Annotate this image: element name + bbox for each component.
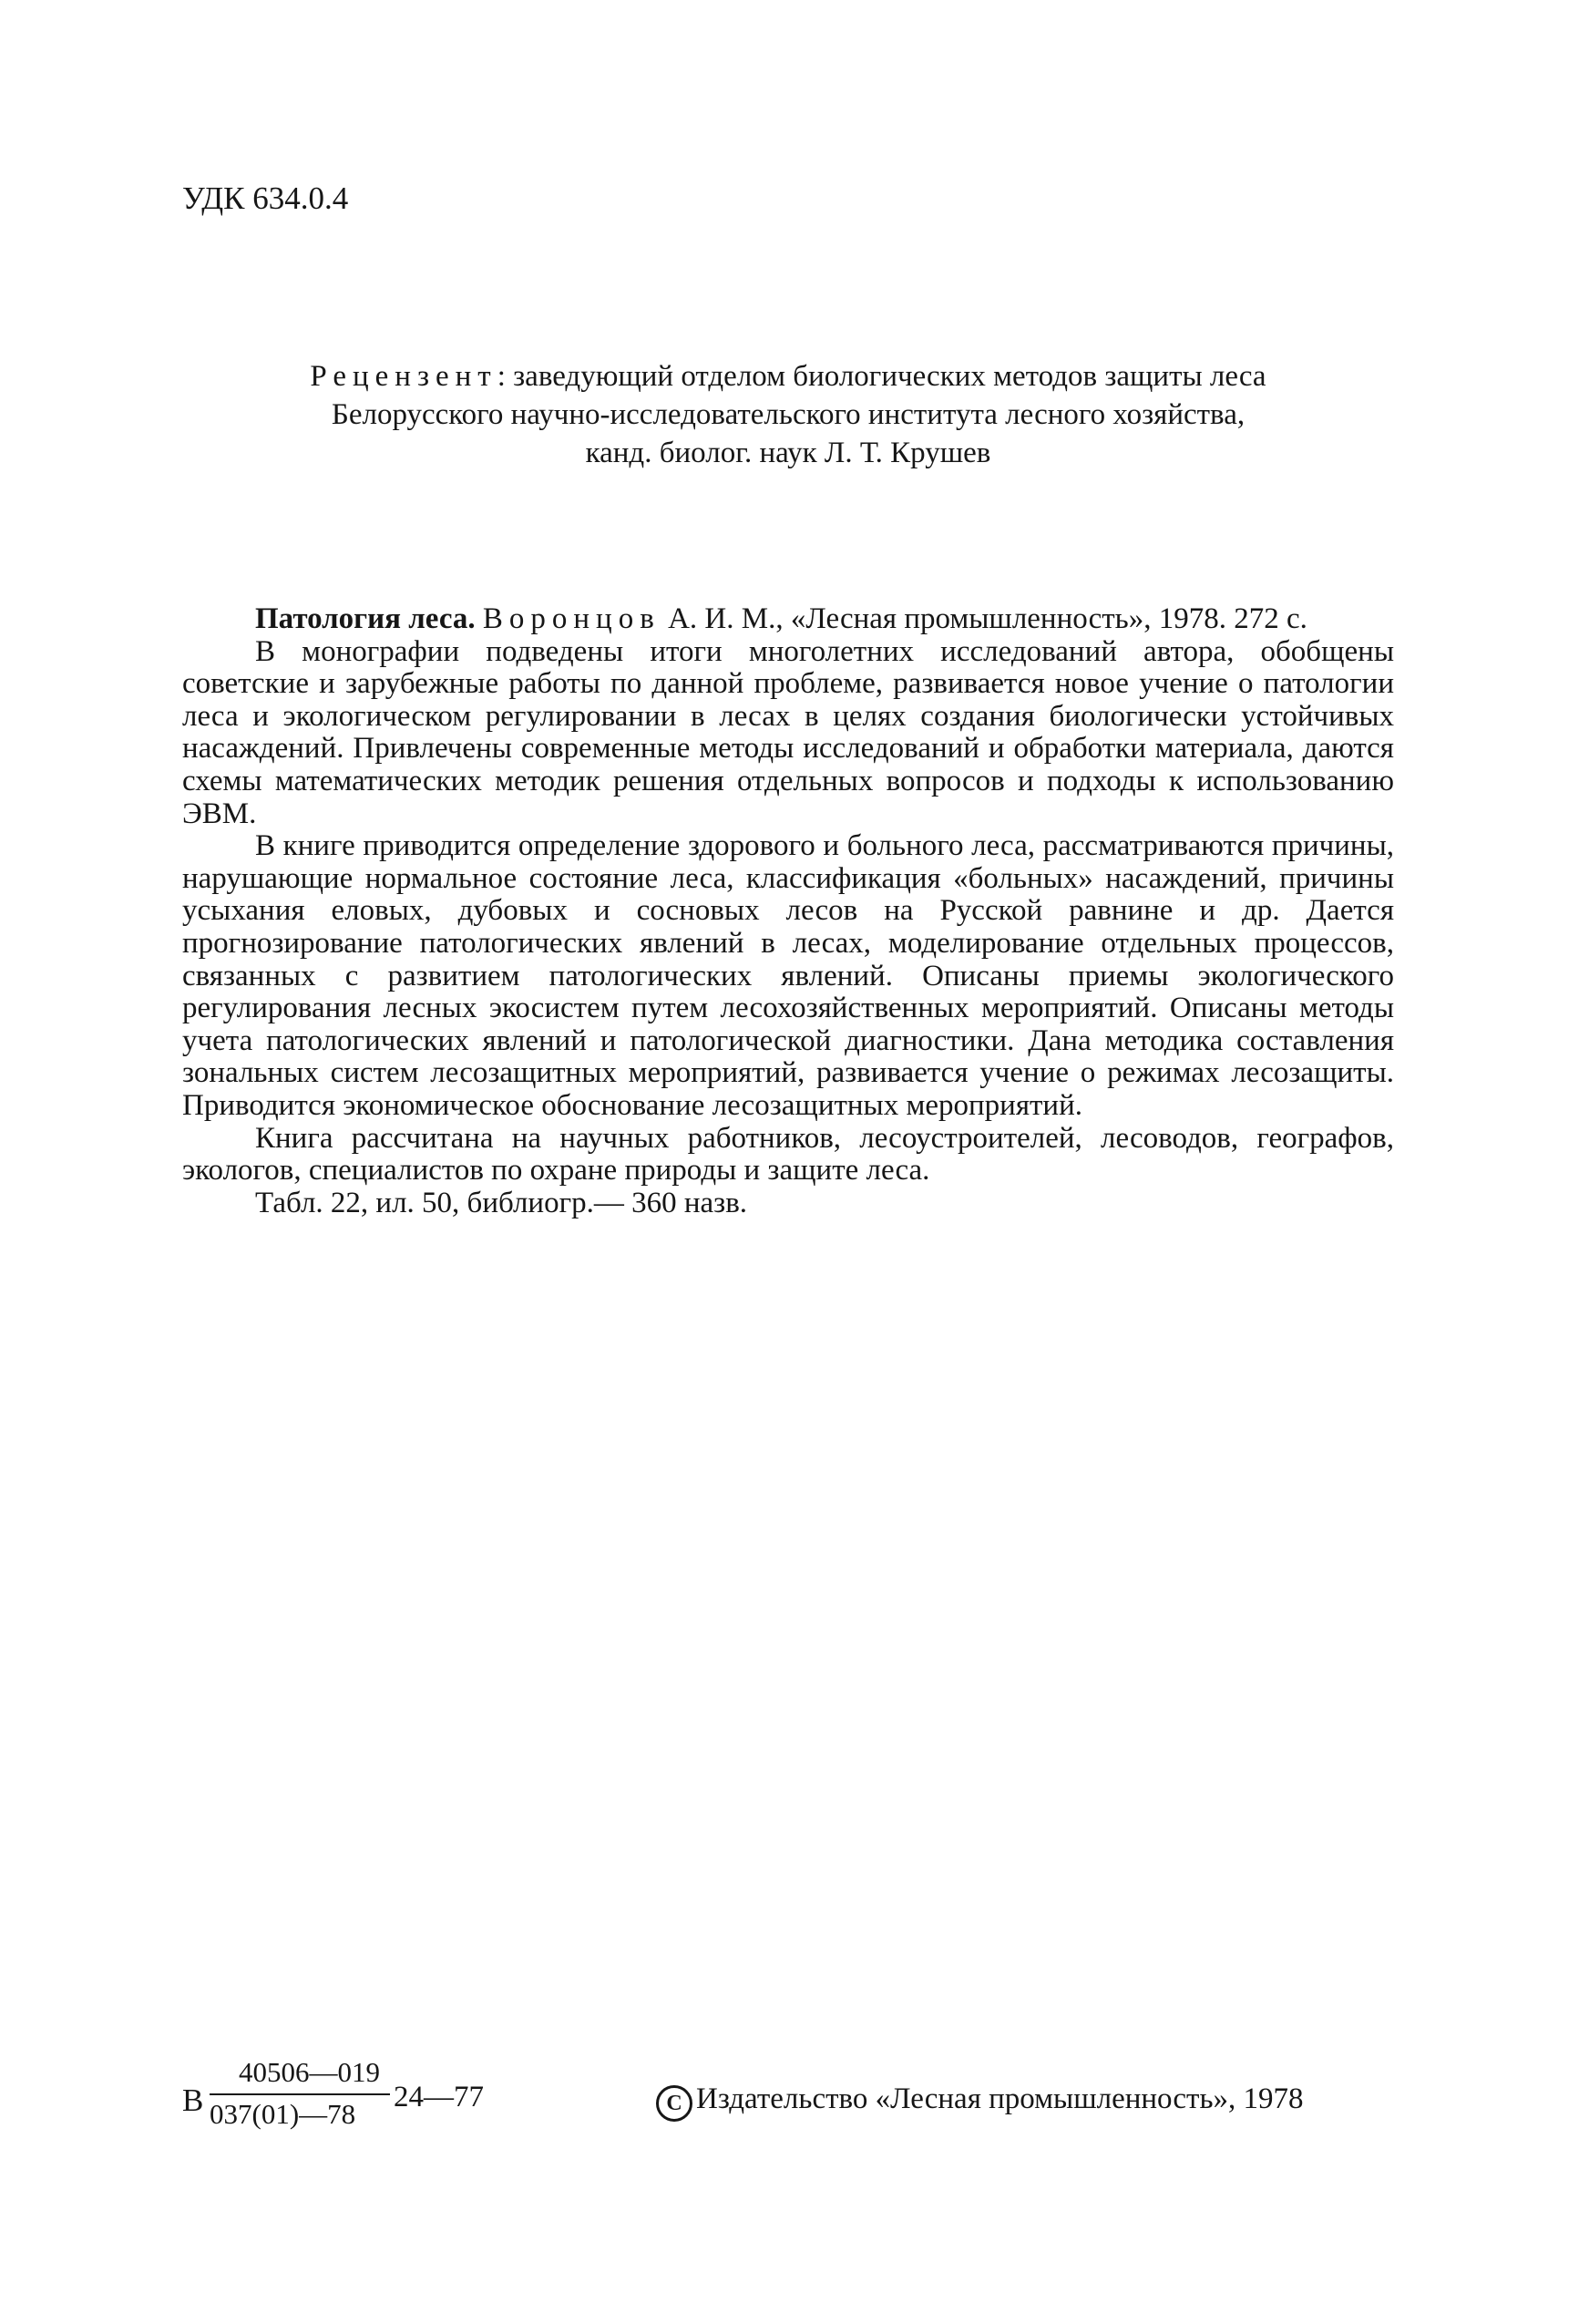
reviewer-line-2: Белорусского научно-исследовательского института лесного хозяйства, — [331, 398, 1246, 431]
reviewer-line-3: канд. биолог. наук Л. Т. Крушев — [585, 437, 991, 469]
reviewer-position: : заведующий отделом биологических методов защиты леса — [497, 360, 1266, 393]
copyright-notice — [656, 2082, 1304, 2122]
reviewer-line-1 — [182, 357, 1394, 396]
book-title: Патология леса. — [255, 602, 476, 635]
fraction-bar — [210, 2093, 390, 2095]
reviewer-label: Рецензент — [310, 360, 497, 393]
catalog-code-suffix: 24—77 — [394, 2081, 484, 2113]
imprint-block — [182, 2055, 1394, 2137]
abstract-paragraph: В монографии подведены итоги многолетних исследований автора, обобщены советские и зарубежные работы по данной проблеме, развивается новое учение о патологии леса и экологическом регулировании в лесах в целях создания биологически устойчивых насаждений. Привлечены современные методы исследований и обработки материала, даются схемы математических методик решения отдельных вопросов и подходы к использованию ЭВМ. — [182, 634, 1394, 830]
author-surname: Воронцов — [482, 602, 661, 635]
catalog-code-prefix: В — [182, 2082, 204, 2118]
abstract-paragraph: Книга рассчитана на научных работников, лесоустроителей, лесоводов, географов, экологов, специалистов по охране природы и защите леса. — [182, 1121, 1394, 1188]
udk-code: УДК 634.0.4 — [182, 180, 349, 216]
catalog-code-denominator: 037(01)—78 — [210, 2098, 356, 2130]
copyright-icon: C — [656, 2085, 692, 2122]
catalog-code-numerator: 40506—019 — [239, 2056, 380, 2088]
bibliographic-entry — [182, 603, 1394, 636]
abstract-paragraph: Табл. 22, ил. 50, библиогр.— 360 назв. — [255, 1186, 748, 1219]
catalog-code-fraction — [210, 2055, 390, 2132]
reviewer-block — [182, 357, 1394, 472]
abstract-paragraph: В книге приводится определение здорового и больного леса, рассматриваются причины, нарушающие нормальное состояние леса, классификация «больных» насаждений, причины усыхания еловых, дубовых и сосновых лесов на Русской равнине и др. Дается прогнозирование патологических явлений в лесах, моделирование отдельных процессов, связанных с развитием патологических явлений. Описаны приемы экологического регулирования лесных экосистем путем лесохозяйственных мероприятий. Описаны методы учета патологических явлений и патологической диагностики. Дана методика составления зональных систем лесозащитных мероприятий, развивается учение о режимах лесозащиты. Приводится экономическое обоснование лесозащитных мероприятий. — [182, 829, 1394, 1122]
annotation-block — [182, 603, 1394, 1219]
copyright-text: Издательство «Лесная промышленность», 1978 — [696, 2082, 1304, 2115]
publication-details: А. И. М., «Лесная промышленность», 1978. 272 с. — [668, 602, 1307, 635]
